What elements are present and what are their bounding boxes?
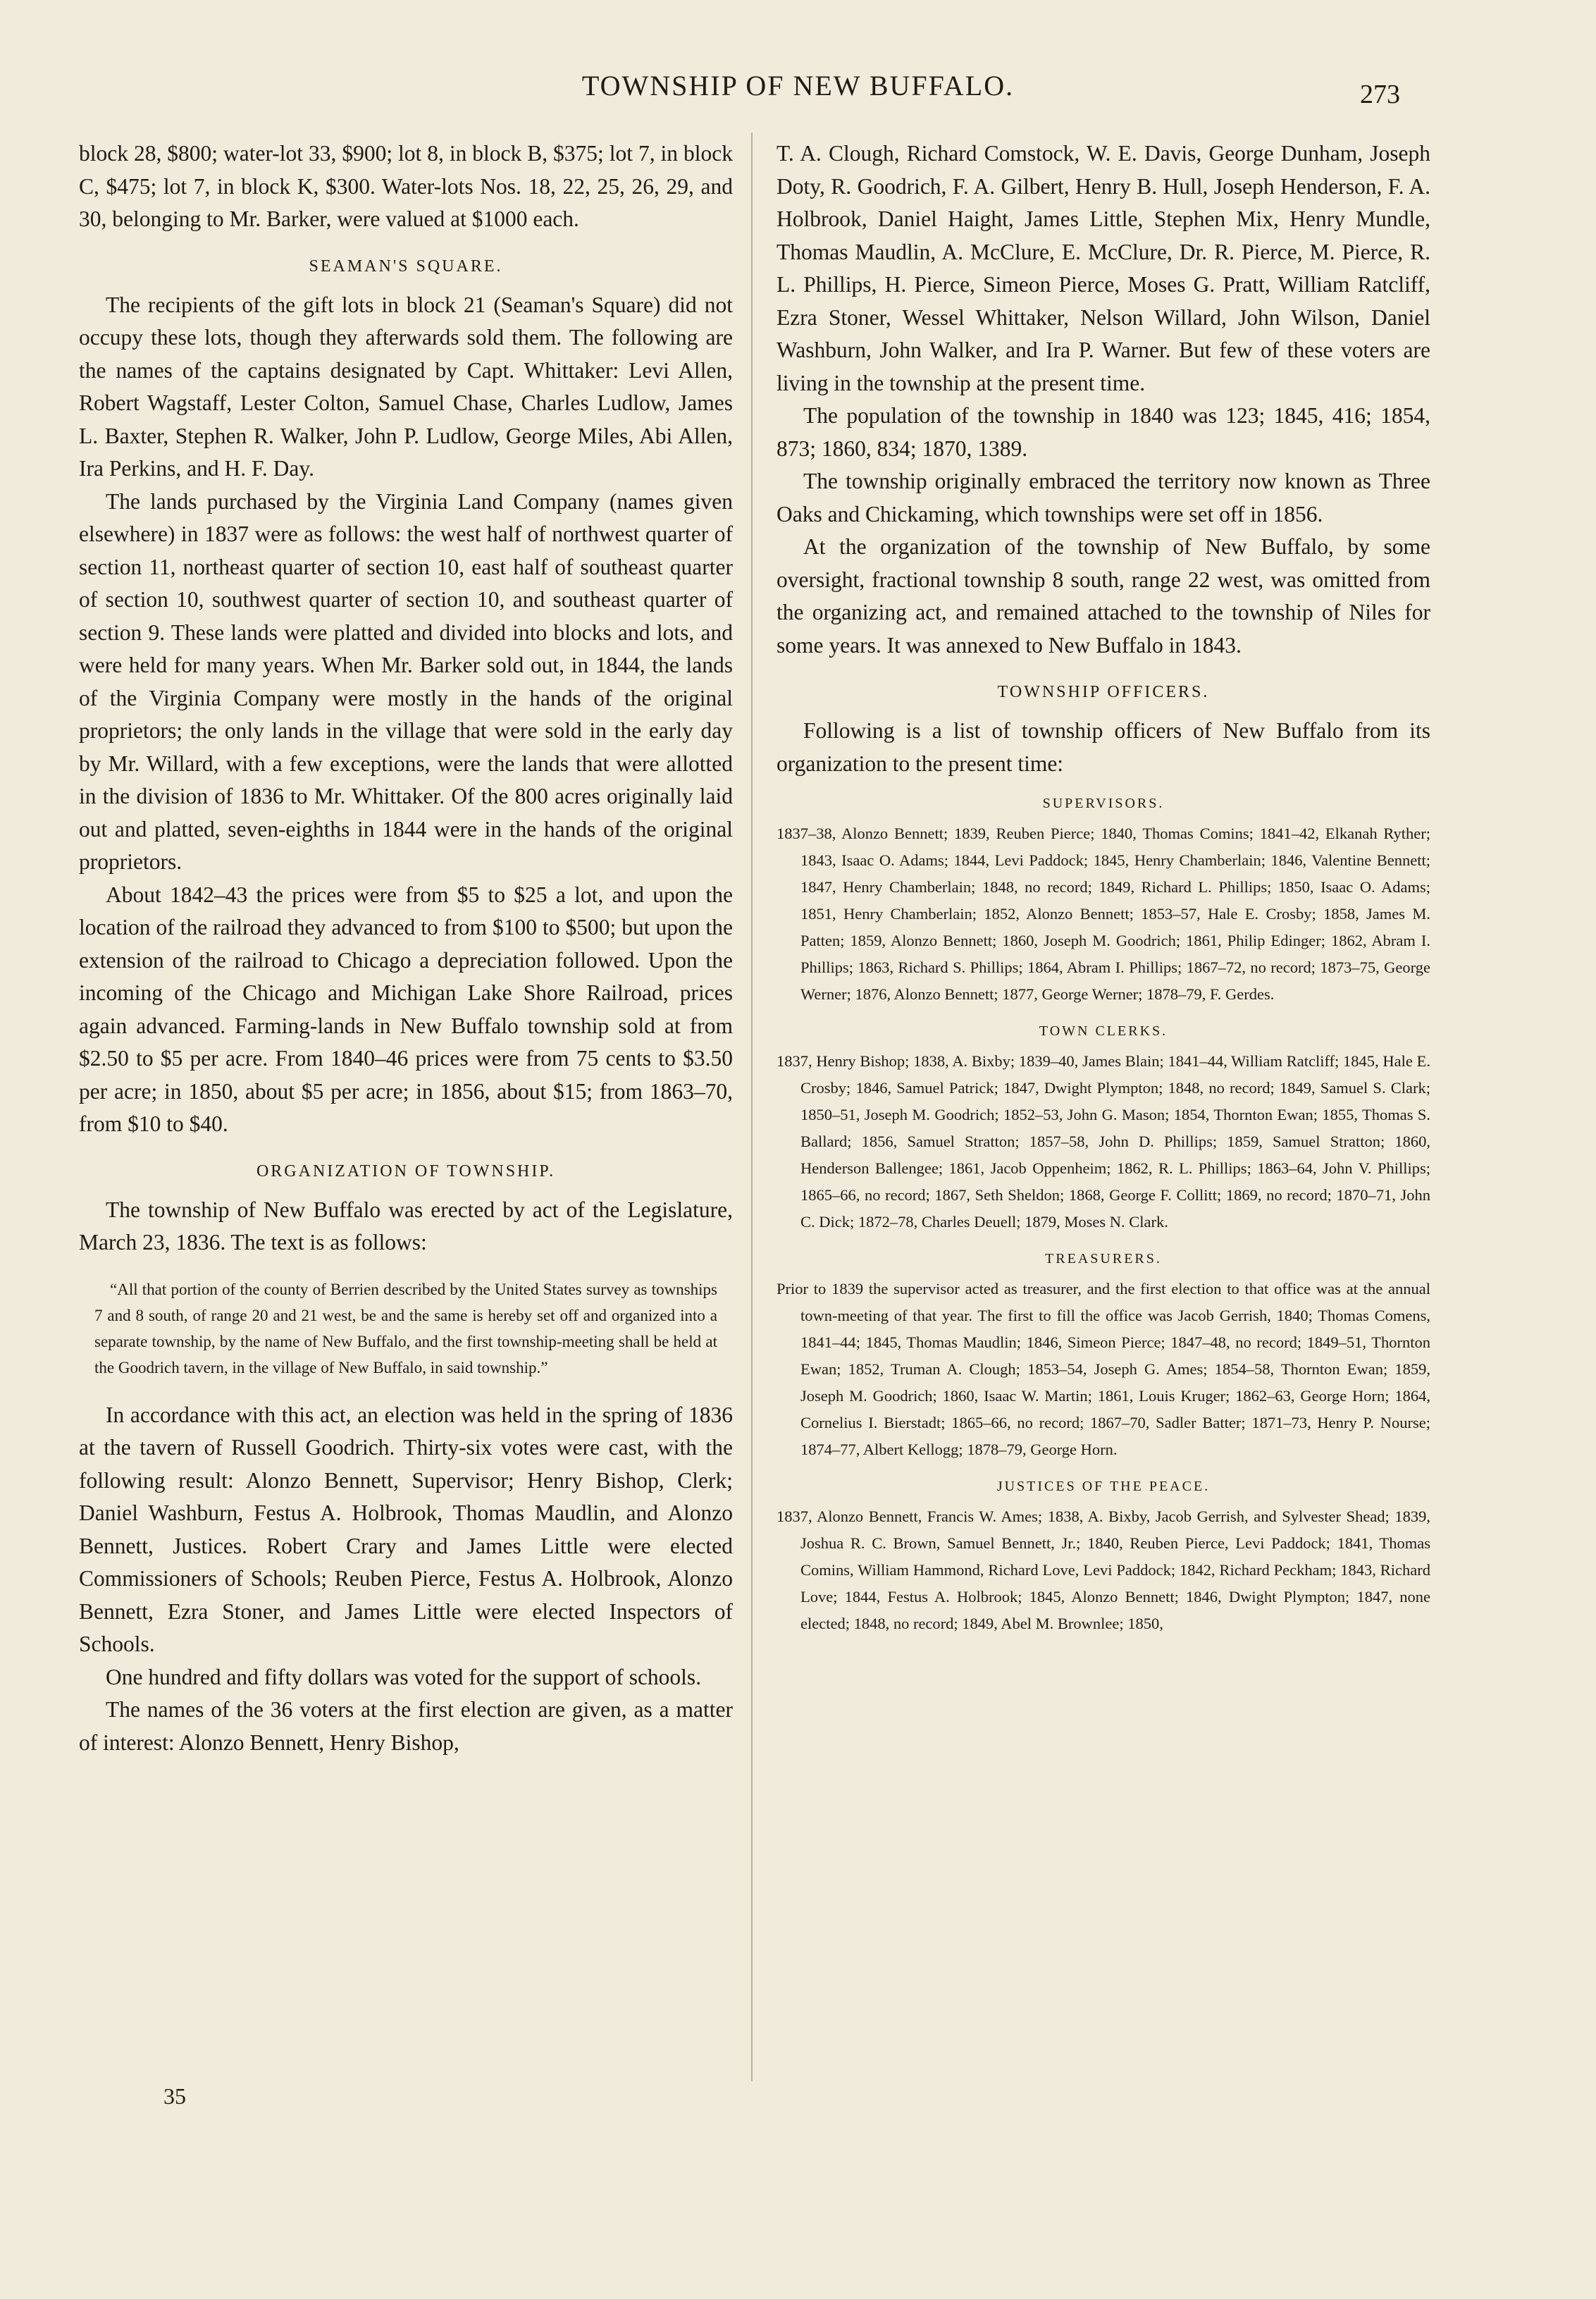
section-heading-township-officers: TOWNSHIP OFFICERS. <box>997 683 1210 701</box>
paragraph: Following is a list of township officers of New Buffalo from its organization to the present time: <box>777 718 1430 776</box>
paragraph: The township originally embraced the territory now known as Three Oaks and Chickaming, which townships were set off in 1856. <box>777 469 1430 526</box>
legislative-quote: “All that portion of the county of Berrien described by the United States survey as townships 7 and 8 south, of range 20 and 21 west, be and the same is hereby set off and organized into a separate township, by the name of New Buffalo, and the first township-meeting shall be held at the Goodrich tavern, in the village of New Buffalo, in said township.” <box>94 1280 717 1376</box>
running-title: TOWNSHIP OF NEW BUFFALO. <box>581 70 1015 101</box>
town-clerks-list: 1837, Henry Bishop; 1838, A. Bixby; 1839–40, James Blain; 1841–44, William Ratcliff; 1845, Hale E. Crosby; 1846, Samuel Patrick; 1847, Dwight Plympton; 1848, no record; 1849, Samuel S. Clark; 1850–51, Joseph M. Goodrich; 1852–53, John G. Mason; 1854, Thornton Ewan; 1855, Thomas S. Ballard; 1856, Samuel Stratton; 1857–58, John D. Phillips; 1859, Samuel Stratton; 1860, Henderson Ballengee; 1861, Jacob Oppenheim; 1862, R. L. Phillips; 1863–64, John V. Phillips; 1865–66, no record; 1867, Seth Sheldon; 1868, George F. Collitt; 1869, no record; 1870–71, John C. Dick; 1872–78, Charles Deuell; 1879, Moses N. Clark. <box>777 1052 1430 1231</box>
right-column <box>777 137 1430 1637</box>
paragraph: In accordance with this act, an election was held in the spring of 1836 at the tavern of Russell Goodrich. Thirty-six votes were cast, with the following result: Alonzo Bennett, Supervisor; Henry Bishop, Clerk; Daniel Washburn, Festus A. Holbrook, Thomas Maudlin, and Alonzo Bennett, Justices. Robert Crary and James Little were elected Commissioners of Schools; Reuben Pierce, Festus A. Holbrook, Alonzo Bennett, Ezra Stoner, and James Little were elected Inspectors of Schools. <box>79 1402 733 1656</box>
page-number: 273 <box>1360 80 1400 109</box>
supervisors-list: 1837–38, Alonzo Bennett; 1839, Reuben Pierce; 1840, Thomas Comins; 1841–42, Elkanah Ryther; 1843, Isaac O. Adams; 1844, Levi Paddock; 1845, Henry Chamberlain; 1846, Valentine Bennett; 1847, Henry Chamberlain; 1848, no record; 1849, Richard L. Phillips; 1850, Isaac O. Adams; 1851, Henry Chamberlain; 1852, Alonzo Bennett; 1853–57, Hale E. Crosby; 1858, James M. Patten; 1859, Alonzo Bennett; 1860, Joseph M. Goodrich; 1861, Philip Edinger; 1862, Abram I. Phillips; 1863, Richard S. Phillips; 1864, Abram I. Phillips; 1867–72, no record; 1873–75, George Werner; 1876, Alonzo Bennett; 1877, George Werner; 1878–79, F. Gerdes. <box>777 825 1430 1003</box>
subheading-treasurers: TREASURERS. <box>1045 1251 1162 1266</box>
subheading-supervisors: SUPERVISORS. <box>1042 796 1165 811</box>
paragraph: About 1842–43 the prices were from $5 to $25 a lot, and upon the location of the railroad they advanced to from $100 to $500; but upon the extension of the railroad to Chicago a depreciation followed. Upon the incoming of the Chicago and Michigan Lake Shore Railroad, prices again advanced. Farming-lands in New Buffalo township sold at from $2.50 to $5 per acre. From 1840–46 prices were from 75 cents to $3.50 per acre; in 1850, about $5 per acre; in 1856, about $15; from 1863–70, from $10 to $40. <box>79 882 733 1136</box>
left-column <box>79 137 733 1759</box>
paragraph: The names of the 36 voters at the first election are given, as a matter of interest: Alonzo Bennett, Henry Bishop, <box>79 1697 733 1755</box>
subheading-justices: JUSTICES OF THE PEACE. <box>996 1479 1211 1494</box>
paragraph: The recipients of the gift lots in block 21 (Seaman's Square) did not occupy these lots, though they afterwards sold them. The following are the names of the captains designated by Capt. Whittaker: Levi Allen, Robert Wagstaff, Lester Colton, Samuel Chase, Charles Ludlow, James L. Baxter, Stephen R. Walker, John P. Ludlow, George Miles, Abi Allen, Ira Perkins, and H. F. Day. <box>79 292 733 481</box>
section-heading-seamans-square: SEAMAN'S SQUARE. <box>309 257 503 276</box>
signature-mark: 35 <box>163 2083 186 2109</box>
paragraph: At the organization of the township of New Buffalo, by some oversight, fractional township 8 south, range 22 west, was omitted from the organizing act, and remained attached to the township of Niles for some years. It was annexed to New Buffalo in 1843. <box>777 534 1430 658</box>
paragraph: block 28, $800; water-lot 33, $900; lot 8, in block B, $375; lot 7, in block C, $475; lot 7, in block K, $300. Water-lots Nos. 18, 22, 25, 26, 29, and 30, belonging to Mr. Barker, were valued at $1000 each. <box>79 141 733 231</box>
paragraph: One hundred and fifty dollars was voted for the support of schools. <box>106 1664 702 1689</box>
paragraph: The township of New Buffalo was erected by act of the Legislature, March 23, 1836. The text is as follows: <box>79 1197 733 1255</box>
paragraph: The population of the township in 1840 was 123; 1845, 416; 1854, 873; 1860, 834; 1870, 1389. <box>777 403 1430 461</box>
treasurers-list: Prior to 1839 the supervisor acted as treasurer, and the first election to that office was at the annual town-meeting of that year. The first to fill the office was Jacob Gerrish, 1840; Thomas Comens, 1841–44; 1845, Thomas Maudlin; 1846, Simeon Pierce; 1847–48, no record; 1849–51, Thornton Ewan; 1852, Truman A. Clough; 1853–54, Joseph G. Ames; 1854–58, Thornton Ewan; 1859, Joseph M. Goodrich; 1860, Isaac W. Martin; 1861, Louis Kruger; 1862–63, George Horn; 1864, Cornelius I. Bierstadt; 1865–66, no record; 1867–70, Sadler Batter; 1871–73, Henry P. Nourse; 1874–77, Albert Kellogg; 1878–79, George Horn. <box>777 1280 1430 1458</box>
subheading-town-clerks: TOWN CLERKS. <box>1039 1023 1168 1039</box>
section-heading-organization: ORGANIZATION OF TOWNSHIP. <box>256 1161 556 1181</box>
column-divider <box>751 132 753 2081</box>
paragraph: T. A. Clough, Richard Comstock, W. E. Davis, George Dunham, Joseph Doty, R. Goodrich, F. A. Gilbert, Henry B. Hull, Joseph Henderson, F. A. Holbrook, Daniel Haight, James Little, Stephen Mix, Henry Mundle, Thomas Maudlin, A. McClure, E. McClure, Dr. R. Pierce, M. Pierce, R. L. Phillips, H. Pierce, Simeon Pierce, Moses G. Pratt, William Ratcliff, Ezra Stoner, Wessel Whittaker, Nelson Willard, John Wilson, Daniel Washburn, John Walker, and Ira P. Warner. But few of these voters are living in the township at the present time. <box>777 141 1430 395</box>
justices-list: 1837, Alonzo Bennett, Francis W. Ames; 1838, A. Bixby, Jacob Gerrish, and Sylvester Shead; 1839, Joshua R. C. Brown, Samuel Bennett, Jr.; 1840, Reuben Pierce, Levi Paddock; 1841, Thomas Comins, William Hammond, Richard Love, Levi Paddock; 1842, Richard Peckham; 1843, Richard Love; 1844, Festus A. Holbrook; 1845, Alonzo Bennett; 1846, Dwight Plympton; 1847, none elected; 1848, no record; 1849, Abel M. Brownlee; 1850, <box>777 1508 1430 1632</box>
paragraph: The lands purchased by the Virginia Land Company (names given elsewhere) in 1837 were as follows: the west half of northwest quarter of section 11, northeast quarter of section 10, east half of southeast quarter of section 10, southwest quarter of section 10, and southeast quarter of section 9. These lands were platted and divided into blocks and lots, and were held for many years. When Mr. Barker sold out, in 1844, the lands of the Virginia Company were mostly in the hands of the original proprietors; the only lands in the village that were sold in the early day by Mr. Willard, with a few exceptions, were the lands that were allotted in the division of 1836 to Mr. Whittaker. Of the 800 acres originally laid out and platted, seven-eighths in 1844 were in the hands of the original proprietors. <box>79 488 733 874</box>
